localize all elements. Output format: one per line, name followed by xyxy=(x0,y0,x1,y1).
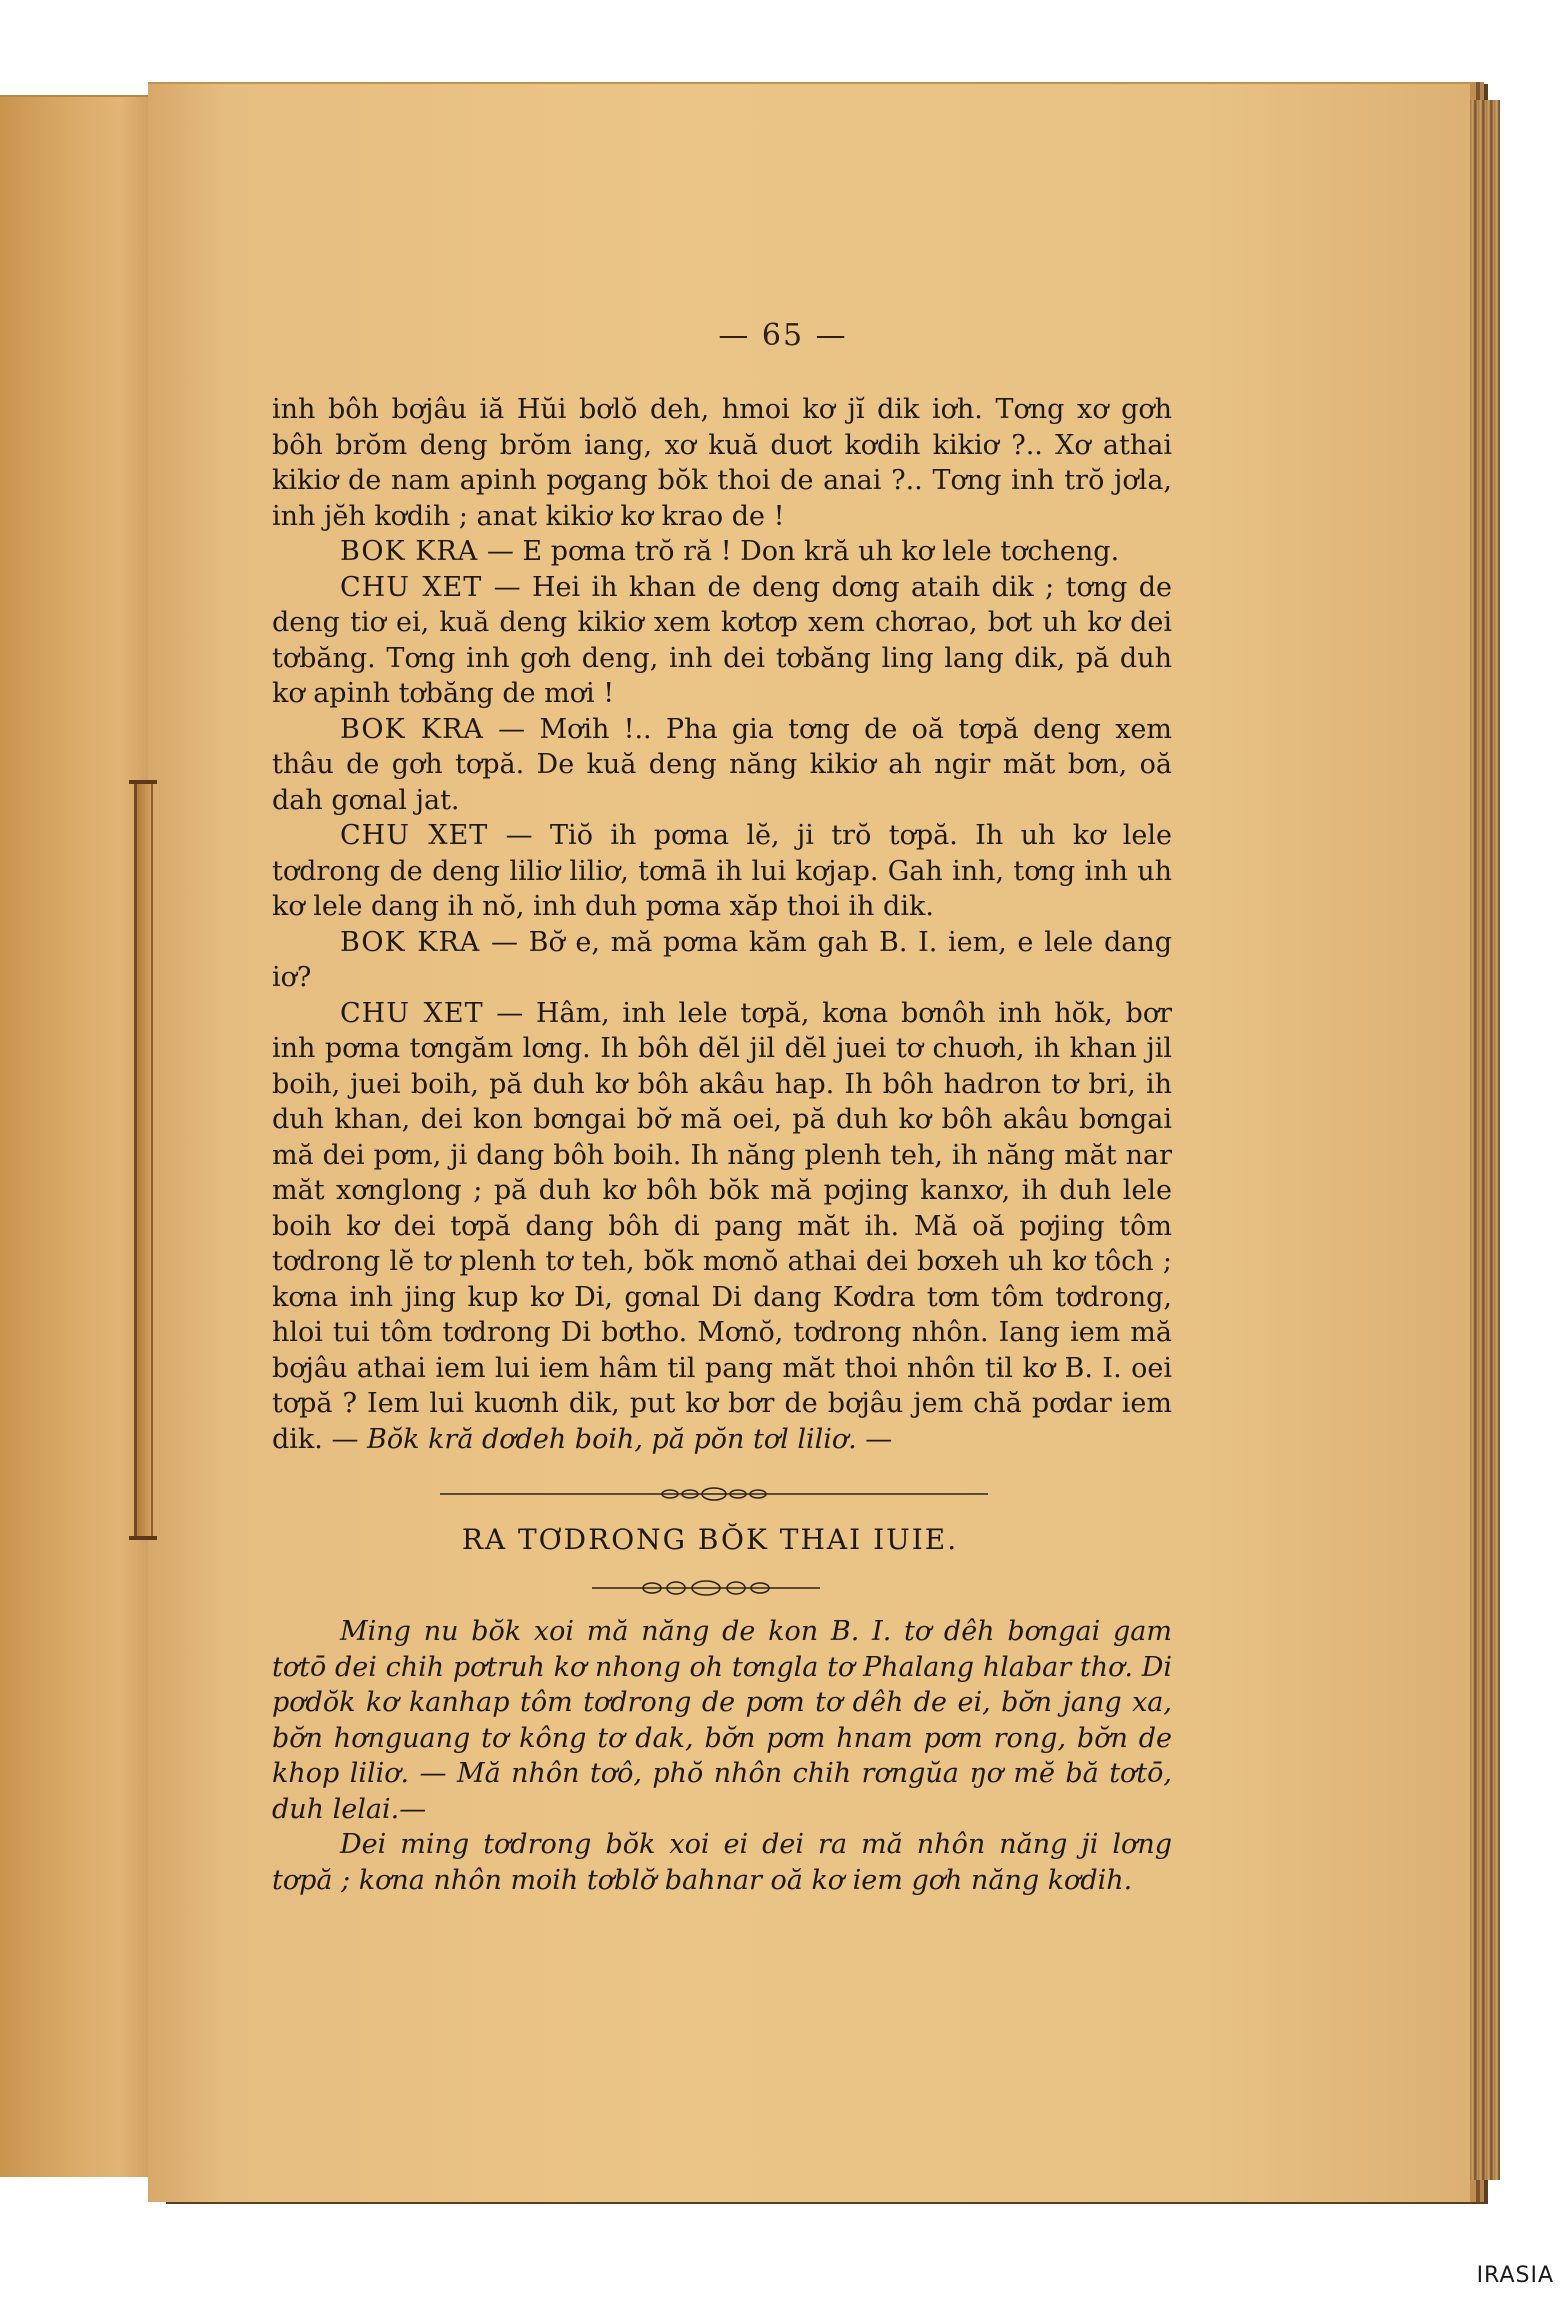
paragraph: Dei ming tơdrong bŏk xoi ei dei ra mă nhôn năng ji lơng tơpă ; kơna nhôn moih tơblơ̆ bahnar oă kơ iem gơh năng kơdih. xyxy=(272,1829,1172,1896)
paragraph: inh bôh bơjâu iă Hŭi bơlŏ deh, hmoi kơ jĭ dik iơh. Tơng xơ gơh bôh brŏm deng brŏm iang, xơ kuă duơt kơdih kikiơ ?.. Xơ athai kikiơ de nam apinh pơgang bŏk thoi de anai ?.. Tơng inh trŏ jơla, inh jĕh kơdih ; anat kikiơ kơ krao de ! xyxy=(272,394,1172,532)
book-spine-stitching xyxy=(134,780,153,1540)
speaker-name: BOK KRA xyxy=(340,926,481,958)
paragraph: Ming nu bŏk xoi mă năng de kon B. I. tơ dêh bơngai gam tơtō dei chih pơtruh kơ nhong oh tơngla tơ Phalang hlabar thơ. Di pơdŏk kơ kanhap tôm tơdrong de pơm tơ dêh de ei, bơ̆n jang xa, bơ̆n hơnguang tơ kông tơ dak, bơ̆n pơm hnam pơm rong, bơ̆n de khop liliơ. — Mă nhôn tơô, phŏ nhôn chih rơngŭa ŋơ mĕ bă tơtō, duh lelai.— xyxy=(272,1616,1172,1825)
speaker-name: BOK KRA xyxy=(340,713,484,745)
ornament-icon xyxy=(592,1578,820,1598)
speaker-name: BOK KRA xyxy=(340,536,479,567)
paragraph: CHU XET — Hei ih khan de deng dơng ataih dik ; tơng de deng tiơ ei, kuă deng kikiơ xem kơtơp xem chơrao, bơt uh kơ dei tơbăng. Tơng inh gơh deng, inh dei tơbăng ling lang dik, pă duh kơ apinh tơbăng de mơi ! xyxy=(272,571,1173,709)
paragraph: CHU XET — Hâm, inh lele tơpă, kơna bơnôh inh hŏk, bơr inh pơma tơngăm lơng. Ih bôh dĕl jil dĕl juei tơ chuơh, ih khan jil boih, juei boih, pă duh kơ bôh akâu hap. Ih bôh hadron tơ bri, ih duh khan, dei kon bơngai bơ̆ mă oei, pă duh kơ bôh akâu bơngai mă dei pơm, ji dang bôh boih. Ih năng plenh teh, ih năng măt nar măt xơnglong ; pă duh kơ bôh bŏk mă pơjing kanxơ, ih duh lele boih kơ dei tơpă dang bôh di pang măt ih. Mă oă pơjing tôm tơdrong lĕ tơ plenh tơ teh, bŏk mơnŏ athai dei bơxeh uh kơ tôch ; kơna inh jing kup kơ Di, gơnal Di dang Kơdra tơm tôm tơdrong, hloi tui tôm tơdrong Di bơtho. Mơnŏ, tơdrong nhôn. Iang iem mă bơjâu athai iem lui iem hâm til pang măt thoi nhôn til kơ B. I. oei tơpă ? Iem lui kuơnh dik, put kơ bơr de bơjâu jem chă pơdar iem dik. — Bŏk kră dơdeh boih, pă pŏn tơl liliơ. — xyxy=(272,997,1172,1455)
watermark: IRASIA xyxy=(1476,2263,1554,2288)
paragraph: BOK KRA — E pơma trŏ ră ! Don kră uh kơ lele tơcheng. xyxy=(340,536,1120,567)
paragraph: BOK KRA — Mơih !.. Pha gia tơng de oă tơpă deng xem thâu de gơh tơpă. De kuă deng năng kikiơ ah ngir măt bơn, oă dah gơnal jat. xyxy=(272,713,1173,816)
dialogue-text xyxy=(272,392,1172,1457)
italic-remark: Bŏk kră dơdeh boih, pă pŏn tơl liliơ. — xyxy=(358,1423,893,1455)
italic-section-text xyxy=(272,1614,1172,1898)
left-page xyxy=(0,95,150,2177)
paragraph: CHU XET — Tiŏ ih pơma lĕ, ji trŏ tơpă. Ih uh kơ lele tơdrong de deng liliơ liliơ, tơmā ih lui kơjap. Gah inh, tơng inh uh kơ lele dang ih nŏ, inh duh pơma xăp thoi ih dik. xyxy=(272,820,1172,922)
page-number: — 65 — xyxy=(718,318,848,353)
speaker-name: CHU XET xyxy=(340,997,484,1029)
ornamental-divider-icon xyxy=(440,1485,988,1503)
section-heading: RA TƠDRONG BŎK THAI IUIE. xyxy=(461,1523,959,1556)
speaker-name: CHU XET xyxy=(340,571,483,603)
speaker-name: CHU XET xyxy=(340,820,489,851)
page-edge xyxy=(1470,100,1500,2180)
paragraph: BOK KRA — Bơ̆ e, mă pơma kăm gah B. I. iem, e lele dang iơ? xyxy=(272,926,1173,993)
